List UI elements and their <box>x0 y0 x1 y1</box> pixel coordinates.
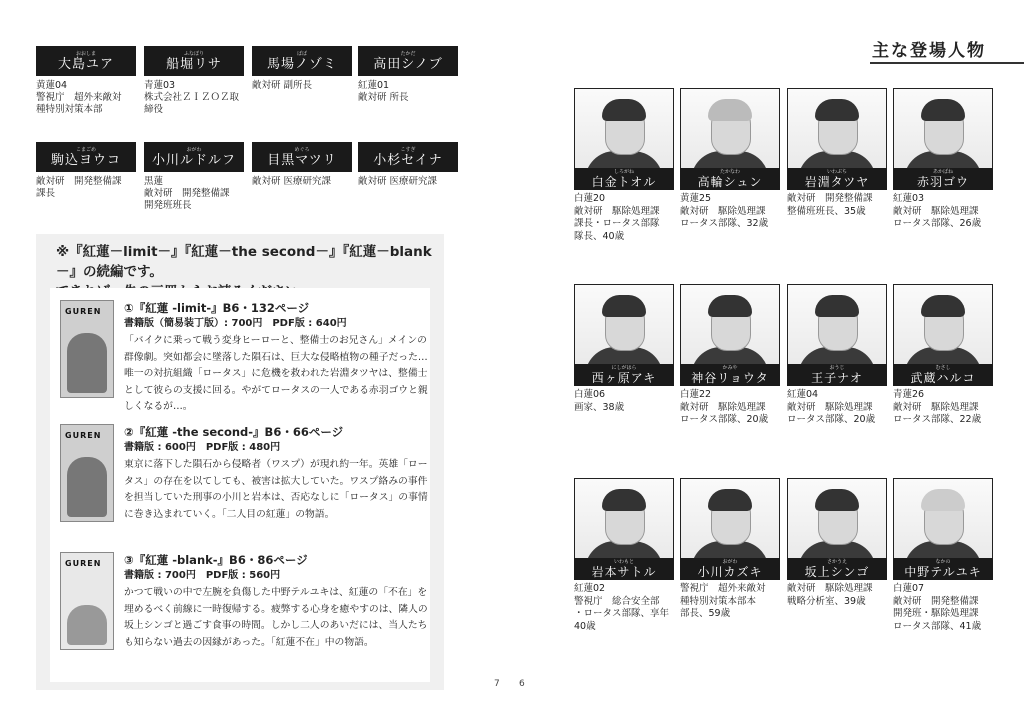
name-ruby: しろがね <box>613 168 634 175</box>
main-character-card <box>574 478 674 633</box>
character-name: 王子ナオ <box>811 370 863 385</box>
name-ruby: いわもと <box>613 558 634 565</box>
character-card <box>358 142 458 188</box>
character-name: 小杉セイナ <box>373 152 443 168</box>
character-description: 白蓮07 敵対研 開発整備課 開発班・駆除処理課 ロータス部隊、41歳 <box>893 583 982 632</box>
character-card <box>36 142 136 200</box>
character-description: 紅蓮03 敵対研 駆除処理課 ロータス部隊、26歳 <box>893 193 982 229</box>
book-synopsis: 「バイクに乗って戦う変身ヒーローと、整備士のお兄さん」メインの群像劇。突如都会に墜落した隕石は、巨大な侵略植物の種子だった…唯一の対抗組織「ロータス」に危機を救われた岩淵タツヤは、整備士として彼らの支援に回る。やがてロータスの一人である赤羽ゴウと親しくなるが…。 <box>124 335 428 412</box>
name-plate <box>893 168 993 190</box>
main-character-card <box>574 284 674 414</box>
main-character-card <box>680 478 780 621</box>
name-ruby: なかの <box>935 558 951 565</box>
character-description: 白蓮06 画家、38歳 <box>574 389 625 413</box>
name-ruby: おがわ <box>722 558 738 565</box>
character-card <box>252 142 352 188</box>
character-card <box>144 46 244 116</box>
cover-figure <box>67 457 107 517</box>
name-plate <box>574 168 674 190</box>
character-name: 目黒マツリ <box>267 152 337 168</box>
name-ruby: いわぶち <box>826 168 847 175</box>
character-name: 駒込ヨウコ <box>50 152 121 168</box>
name-ruby: にしがはら <box>611 364 637 371</box>
name-plate <box>36 46 136 76</box>
name-ruby: おがわ <box>186 146 202 153</box>
book-list <box>50 288 430 682</box>
cover-title: GUREN <box>65 559 102 568</box>
right-page <box>512 0 1024 720</box>
name-plate <box>358 46 458 76</box>
name-plate <box>893 364 993 386</box>
character-description: 白蓮22 敵対研 駆除処理課 ロータス部隊、20歳 <box>680 389 769 425</box>
book-title: ②『紅蓮 -the second-』B6・66ページ <box>124 425 344 439</box>
name-ruby: こすぎ <box>400 146 416 153</box>
name-plate <box>252 142 352 172</box>
character-name: 中野テルユキ <box>904 564 982 579</box>
character-description: 青蓮03 株式会社ＺＩＺＯＺ取 締役 <box>144 80 240 115</box>
book-synopsis: かつて戦いの中で左腕を負傷した中野テルユキは、紅蓮の「不在」を埋めるべく前線に一時復帰する。疲弊する心身を癒やすのは、隣人の坂上シンゴと過ごす食事の時間。しかし二人のあいだには、当人たちも知らない過去の因縁があった。「紅蓮不在」中の物語。 <box>124 587 428 648</box>
main-character-card <box>787 478 887 608</box>
main-character-card <box>574 88 674 243</box>
character-description: 敵対研 開発整備課 整備班班長、35歳 <box>787 193 873 217</box>
main-character-card <box>680 88 780 231</box>
character-name: 赤羽ゴウ <box>916 174 969 189</box>
character-description: 青蓮26 敵対研 駆除処理課 ロータス部隊、22歳 <box>893 389 982 425</box>
character-name: 神谷リョウタ <box>691 370 769 385</box>
book-series-box <box>36 234 444 690</box>
book-title: ①『紅蓮 -limit-』B6・132ページ <box>124 301 310 315</box>
book-cover-image <box>60 552 114 650</box>
character-description: 紅蓮01 敵対研 所長 <box>358 80 409 103</box>
name-plate <box>144 46 244 76</box>
name-plate <box>787 168 887 190</box>
name-plate <box>252 46 352 76</box>
main-character-card <box>893 284 993 427</box>
name-ruby: めぐろ <box>294 146 310 153</box>
character-description: 紅蓮02 警視庁 総合安全部 ・ロータス部隊、享年 40歳 <box>574 583 670 632</box>
character-name: 岩淵タツヤ <box>804 174 870 189</box>
name-plate <box>787 364 887 386</box>
character-description: 敵対研 医療研究課 <box>252 176 332 187</box>
character-description: 黄蓮04 警視庁 超外来敵対 種特別対策本部 <box>36 80 122 115</box>
book-info <box>124 552 428 651</box>
character-card <box>358 46 458 104</box>
name-plate <box>36 142 136 172</box>
book-cover-image <box>60 300 114 398</box>
name-ruby: さかうえ <box>826 558 847 565</box>
cover-figure <box>67 605 107 645</box>
name-ruby: たかだ <box>400 50 416 57</box>
book-info <box>124 300 428 416</box>
character-name: 高輪シュン <box>697 174 763 189</box>
book-price: 書籍版（簡易装丁版）: 700円 PDF版 : 640円 <box>124 318 347 329</box>
character-name: 白金トオル <box>591 174 657 189</box>
character-name: 武蔵ハルコ <box>910 370 976 385</box>
character-description: 敵対研 駆除処理課 戦略分析室、39歳 <box>787 583 873 607</box>
cover-figure <box>67 333 107 393</box>
page-number-right: 6 <box>519 679 525 689</box>
character-name: 小川カズキ <box>697 564 763 579</box>
character-description: 警視庁 超外来敵対 種特別対策本部本 部長、59歳 <box>680 583 766 619</box>
cover-title: GUREN <box>65 307 102 316</box>
character-name: 西ヶ原アキ <box>591 370 657 385</box>
main-character-card <box>893 478 993 633</box>
name-plate <box>787 558 887 580</box>
character-name: 大島ユア <box>57 56 114 72</box>
character-card <box>36 46 136 116</box>
cover-title: GUREN <box>65 431 102 440</box>
character-name: 小川ルドルフ <box>151 152 236 168</box>
main-character-card <box>787 284 887 427</box>
main-character-card <box>787 88 887 218</box>
book-price: 書籍版 : 600円 PDF版 : 480円 <box>124 442 281 453</box>
book-cover-image <box>60 424 114 522</box>
name-ruby: かみや <box>722 364 738 371</box>
name-plate <box>680 558 780 580</box>
character-name: 坂上シンゴ <box>804 564 870 579</box>
name-ruby: ふなぼり <box>183 50 204 57</box>
name-ruby: こまごめ <box>75 146 96 153</box>
character-description: 白蓮20 敵対研 駆除処理課 課長・ロータス部隊 隊長、40歳 <box>574 193 660 242</box>
character-description: 黒蓮 敵対研 開発整備課 開発班班長 <box>144 176 230 211</box>
name-ruby: あかばね <box>932 168 953 175</box>
name-plate <box>680 364 780 386</box>
character-name: 高田シノブ <box>373 56 443 72</box>
book-info <box>124 424 428 523</box>
name-plate <box>893 558 993 580</box>
name-plate <box>574 558 674 580</box>
title-underline <box>870 62 1024 64</box>
character-description: 黄蓮25 敵対研 駆除処理課 ロータス部隊、32歳 <box>680 193 769 229</box>
series-notice: ※『紅蓮－limit－』『紅蓮－the second－』『紅蓮－blank－』の続編です。 <box>56 244 432 280</box>
name-plate <box>144 142 244 172</box>
name-ruby: たかなわ <box>719 168 740 175</box>
name-plate <box>680 168 780 190</box>
name-ruby: むさし <box>935 364 951 371</box>
character-description: 敵対研 医療研究課 <box>358 176 438 187</box>
book-title: ③『紅蓮 -blank-』B6・86ページ <box>124 553 308 567</box>
name-plate <box>358 142 458 172</box>
character-name: 岩本サトル <box>591 564 657 579</box>
page-number-left: 7 <box>494 679 500 689</box>
name-ruby: おおしま <box>75 50 96 57</box>
book-synopsis: 東京に落下した隕石から侵略者（ワスプ）が現れ約一年。英雄「ロータス」の存在を以てしても、被害は拡大していた。ワスプ絡みの事件を担当していた刑事の小川と岩本は、否応なしに「ロータス」の事情に巻き込まれていく。「二人目の紅蓮」の物語。 <box>124 459 428 520</box>
book-price: 書籍版 : 700円 PDF版 : 560円 <box>124 570 281 581</box>
character-name: 馬場ノゾミ <box>266 56 337 72</box>
character-description: 敵対研 副所長 <box>252 80 313 91</box>
main-character-card <box>893 88 993 231</box>
main-character-card <box>680 284 780 427</box>
name-ruby: おうじ <box>829 364 845 371</box>
character-description: 敵対研 開発整備課 課長 <box>36 176 122 199</box>
character-card <box>252 46 352 92</box>
character-description: 紅蓮04 敵対研 駆除処理課 ロータス部隊、20歳 <box>787 389 876 425</box>
name-ruby: ばば <box>296 50 307 57</box>
character-card <box>144 142 244 212</box>
character-name: 船堀リサ <box>166 56 222 72</box>
name-plate <box>574 364 674 386</box>
page-title: 主な登場人物 <box>872 41 986 61</box>
